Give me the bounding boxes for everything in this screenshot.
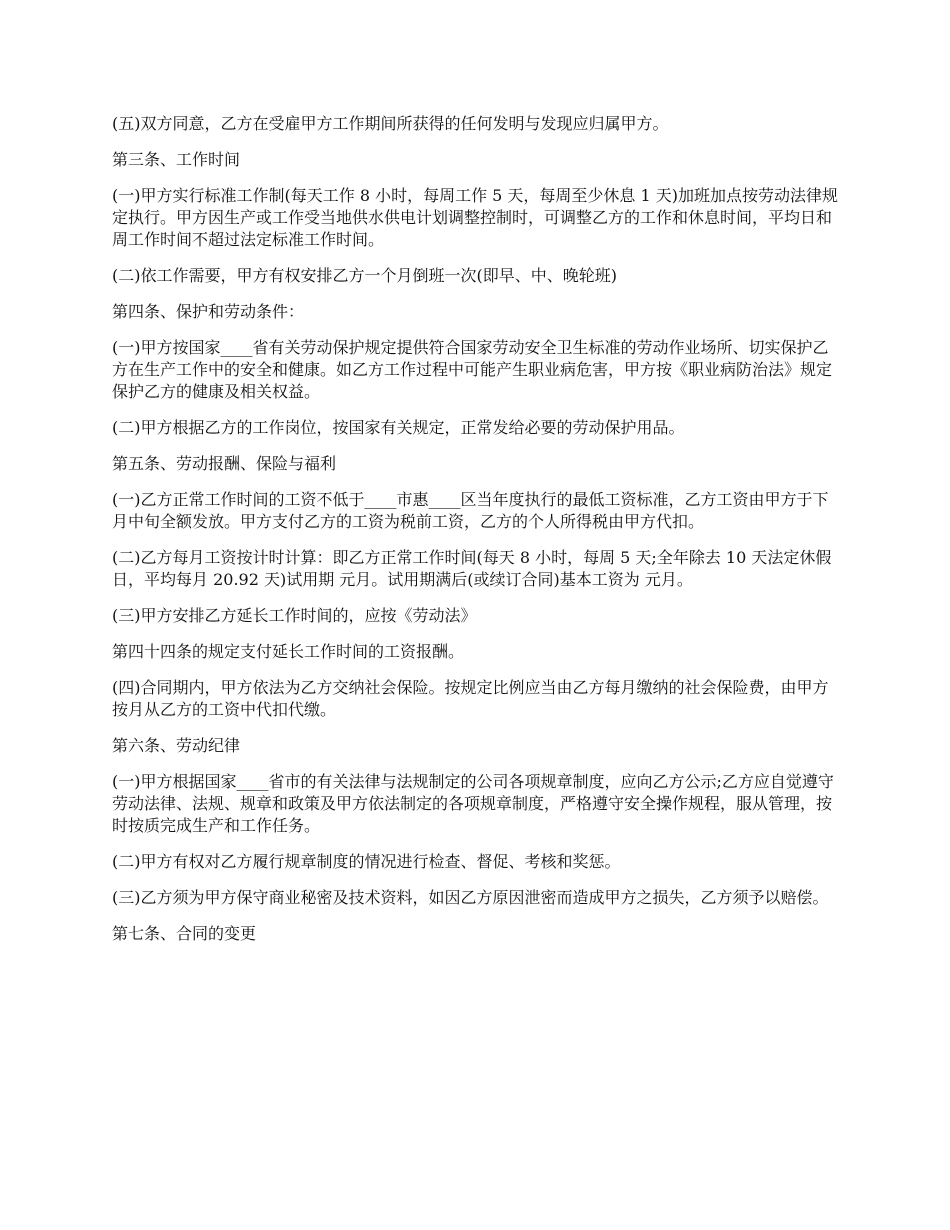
heading-article-6: 第六条、劳动纪律 bbox=[112, 736, 241, 755]
paragraph-5-2: (二)乙方每月工资按计时计算：即乙方正常工作时间(每天 8 小时，每周 5 天;全年除去 10 天法定休假日，平均每月 20.92 天)试用期 元月。试用期满后(或续订合同)基本工资为 元月。 bbox=[112, 548, 832, 589]
heading-article-4: 第四条、保护和劳动条件： bbox=[112, 302, 305, 321]
paragraph-4-2: (二)甲方根据乙方的工作岗位，按国家有关规定，正常发给必要的劳动保护用品。 bbox=[112, 418, 685, 437]
document-page bbox=[112, 113, 842, 959]
paragraph-4-1: (一)甲方按国家____省有关劳动保护规定提供符合国家劳动安全卫生标准的劳动作业场所、切实保护乙方在生产工作中的安全和健康。如乙方工作过程中可能产生职业病危害，甲方按《职业病防治法》规定保护乙方的健康及相关权益。 bbox=[112, 338, 833, 401]
paragraph-6-2: (二)甲方有权对乙方履行规章制度的情况进行检查、督促、考核和奖惩。 bbox=[112, 852, 621, 871]
paragraph-5-4: (四)合同期内，甲方依法为乙方交纳社会保险。按规定比例应当由乙方每月缴纳的社会保险费，由甲方按月从乙方的工资中代扣代缴。 bbox=[112, 678, 829, 719]
paragraph-5-3-continued: 第四十四条的规定支付延长工作时间的工资报酬。 bbox=[112, 642, 465, 661]
heading-article-3: 第三条、工作时间 bbox=[112, 150, 241, 169]
paragraph-5-3: (三)甲方安排乙方延长工作时间的，应按《劳动法》 bbox=[112, 606, 477, 625]
paragraph-3-2: (二)依工作需要，甲方有权安排乙方一个月倒班一次(即早、中、晚轮班) bbox=[112, 266, 617, 285]
heading-article-7: 第七条、合同的变更 bbox=[112, 924, 257, 943]
paragraph-6-3: (三)乙方须为甲方保守商业秘密及技术资料，如因乙方原因泄密而造成甲方之损失，乙方须予以赔偿。 bbox=[112, 888, 829, 907]
paragraph-6-1: (一)甲方根据国家____省市的有关法律与法规制定的公司各项规章制度，应向乙方公示;乙方应自觉遵守劳动法律、法规、规章和政策及甲方依法制定的各项规章制度，严格遵守安全操作规程，服从管理，按时按质完成生产和工作任务。 bbox=[112, 772, 834, 835]
paragraph-5-1: (一)乙方正常工作时间的工资不低于____市惠____区当年度执行的最低工资标准，乙方工资由甲方于下月中旬全额发放。甲方支付乙方的工资为税前工资，乙方的个人所得税由甲方代扣。 bbox=[112, 490, 829, 531]
heading-article-5: 第五条、劳动报酬、保险与福利 bbox=[112, 454, 337, 473]
paragraph-clause-5-inventions: (五)双方同意，乙方在受雇甲方工作期间所获得的任何发明与发现应归属甲方。 bbox=[112, 114, 669, 133]
paragraph-3-1: (一)甲方实行标准工作制(每天工作 8 小时，每周工作 5 天，每周至少休息 1 天)加班加点按劳动法律规定执行。甲方因生产或工作受当地供水供电计划调整控制时，可调整乙方的工作和休息时间，平均日和周工作时间不超过法定标准工作时间。 bbox=[112, 186, 839, 249]
